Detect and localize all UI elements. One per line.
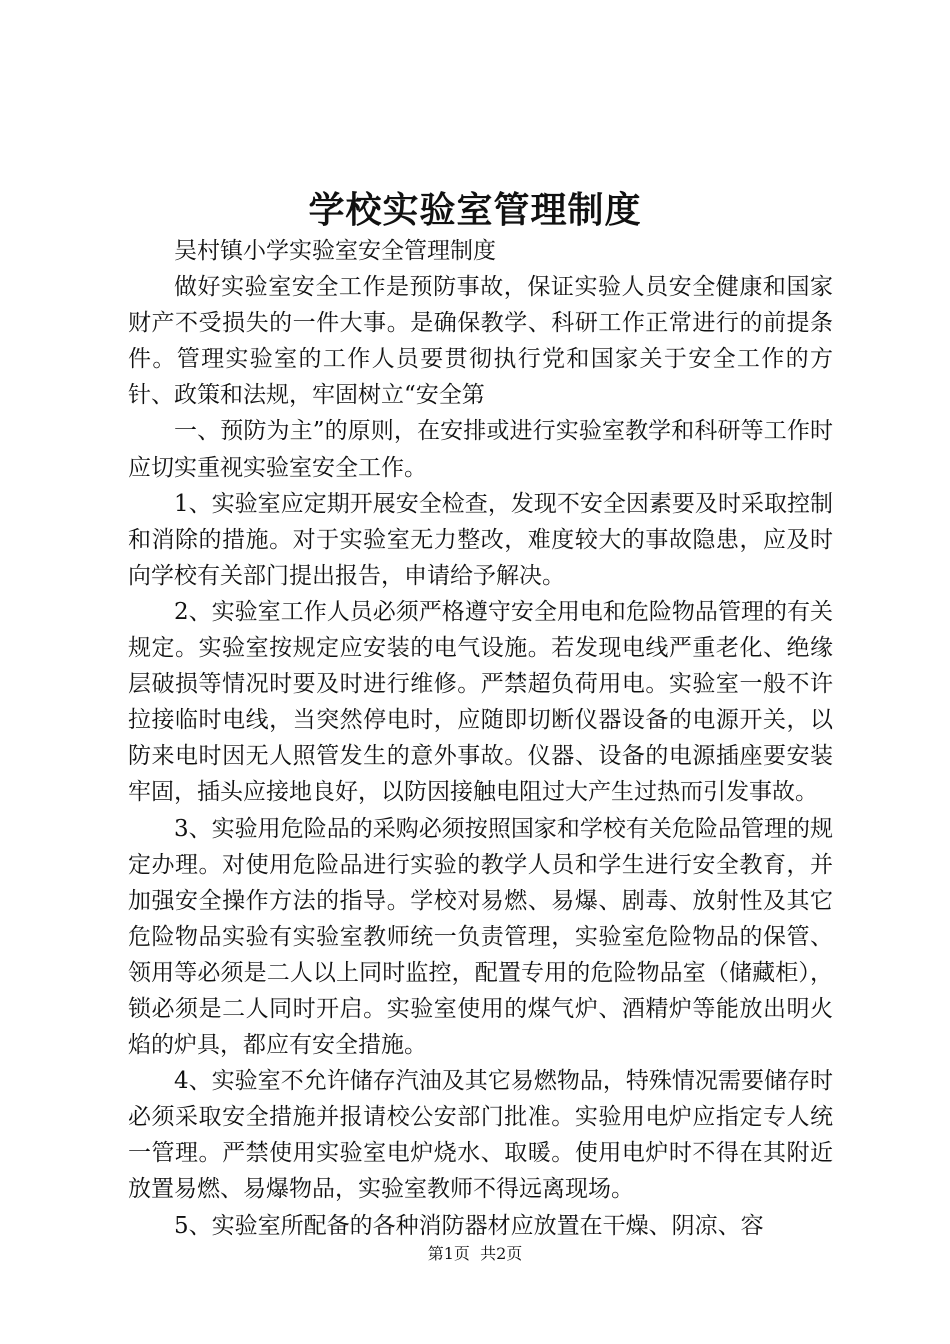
page-footer bbox=[0, 1242, 950, 1266]
document-title: 学校实验室管理制度 bbox=[308, 189, 642, 231]
paragraph-item-4: 4、实验室不允许储存汽油及其它易燃物品，特殊情况需要储存时必须采取安全措施并报请校公安部门批准。实验用电炉应指定专人统一管理。严禁使用实验室电炉烧水、取暖。使用电炉时不得在其附近放置易燃、易爆物品，实验室教师不得远离现场。 bbox=[128, 1068, 833, 1203]
paragraph-item-5: 5、实验室所配备的各种消防器材应放置在干燥、阴凉、容 bbox=[174, 1212, 764, 1239]
paragraph-subtitle: 吴村镇小学实验室安全管理制度 bbox=[174, 238, 496, 264]
document-body bbox=[128, 233, 833, 1244]
paragraph-intro: 做好实验室安全工作是预防事故，保证实验人员安全健康和国家财产不受损失的一件大事。是确保教学、科研工作正常进行的前提条件。管理实验室的工作人员要贯彻执行党和国家关于安全工作的方针、政策和法规，牢固树立“安全第 bbox=[128, 274, 833, 409]
paragraph-item-3: 3、实验用危险品的采购必须按照国家和学校有关危险品管理的规定办理。对使用危险品进行实验的教学人员和学生进行安全教育，并加强安全操作方法的指导。学校对易燃、易爆、剧毒、放射性及其它危险物品实验有实验室教师统一负责管理，实验室危险物品的保管、领用等必须是二人以上同时监控，配置专用的危险物品室（储藏柜），锁必须是二人同时开启。实验室使用的煤气炉、酒精炉等能放出明火焰的炉具，都应有安全措施。 bbox=[128, 815, 833, 1059]
paragraph-principle: 一、预防为主”的原则，在安排或进行实验室教学和科研等工作时应切实重视实验室安全工作。 bbox=[128, 418, 833, 481]
paragraph-item-2: 2、实验室工作人员必须严格遵守安全用电和危险物品管理的有关规定。实验室按规定应安装的电气设施。若发现电线严重老化、绝缘层破损等情况时要及时进行维修。严禁超负荷用电。实验室一般不许拉接临时电线，当突然停电时，应随即切断仪器设备的电源开关，以防来电时因无人照管发生的意外事故。仪器、设备的电源插座要安装牢固，插头应接地良好，以防因接触电阻过大产生过热而引发事故。 bbox=[128, 598, 833, 806]
paragraph-item-1: 1、实验室应定期开展安全检查，发现不安全因素要及时采取控制和消除的措施。对于实验室无力整改，难度较大的事故隐患，应及时向学校有关部门提出报告，申请给予解决。 bbox=[128, 490, 833, 589]
page-number-label: 第1页 共2页 bbox=[427, 1244, 523, 1263]
